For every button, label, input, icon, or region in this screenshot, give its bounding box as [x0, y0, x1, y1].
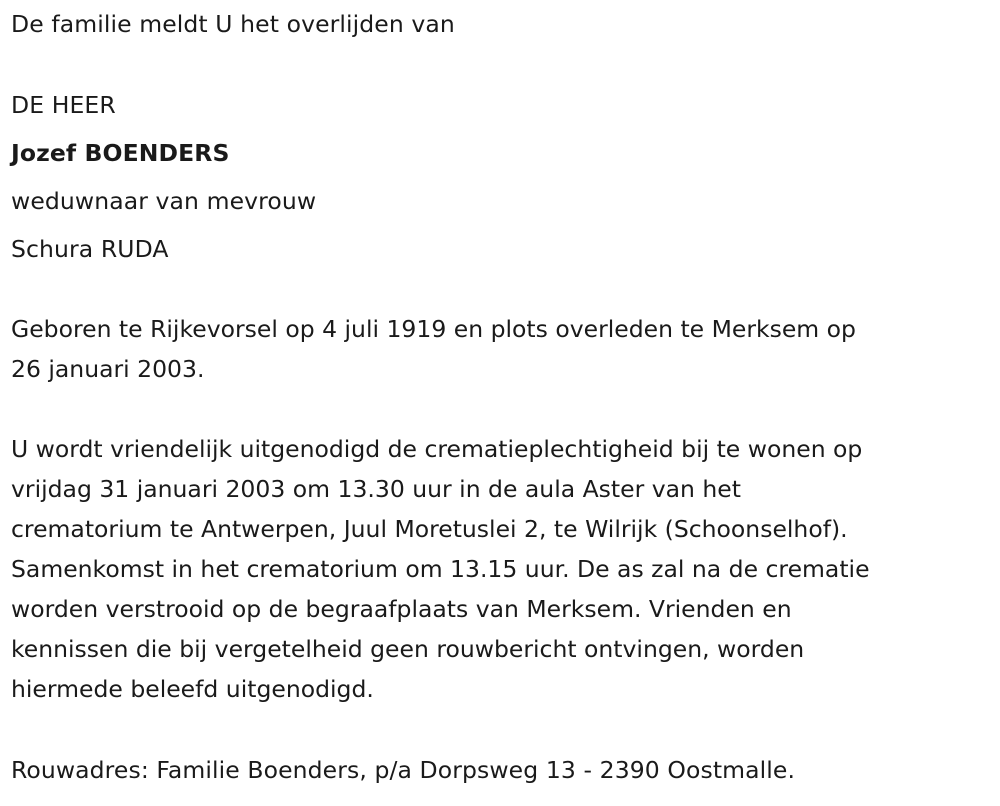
invitation-paragraph — [11, 429, 870, 709]
mourning-address: Rouwadres: Familie Boenders, p/a Dorpsweg 13 - 2390 Oostmalle. — [11, 756, 796, 784]
birth-death-paragraph — [11, 309, 856, 389]
deceased-name: Jozef BOENDERS — [11, 139, 230, 167]
birth-death-line: Geboren te Rijkevorsel op 4 juli 1919 en plots overleden te Merksem op — [11, 315, 856, 343]
invitation-line: worden verstrooid op de begraafplaats van Merksem. Vrienden en — [11, 595, 792, 623]
relation-text: weduwnaar van mevrouw — [11, 187, 317, 215]
invitation-line: Samenkomst in het crematorium om 13.15 uur. De as zal na de crematie — [11, 555, 870, 583]
invitation-line: U wordt vriendelijk uitgenodigd de crematieplechtigheid bij te wonen op — [11, 435, 863, 463]
invitation-line: vrijdag 31 januari 2003 om 13.30 uur in de aula Aster van het — [11, 475, 741, 503]
invitation-line: kennissen die bij vergetelheid geen rouwbericht ontvingen, worden — [11, 635, 805, 663]
spouse-name: Schura RUDA — [11, 235, 169, 263]
title-prefix: DE HEER — [11, 91, 116, 119]
birth-death-line: 26 januari 2003. — [11, 355, 205, 383]
invitation-line: hiermede beleefd uitgenodigd. — [11, 675, 374, 703]
invitation-line: crematorium te Antwerpen, Juul Moretuslei 2, te Wilrijk (Schoonselhof). — [11, 515, 848, 543]
intro-text: De familie meldt U het overlijden van — [11, 10, 455, 38]
